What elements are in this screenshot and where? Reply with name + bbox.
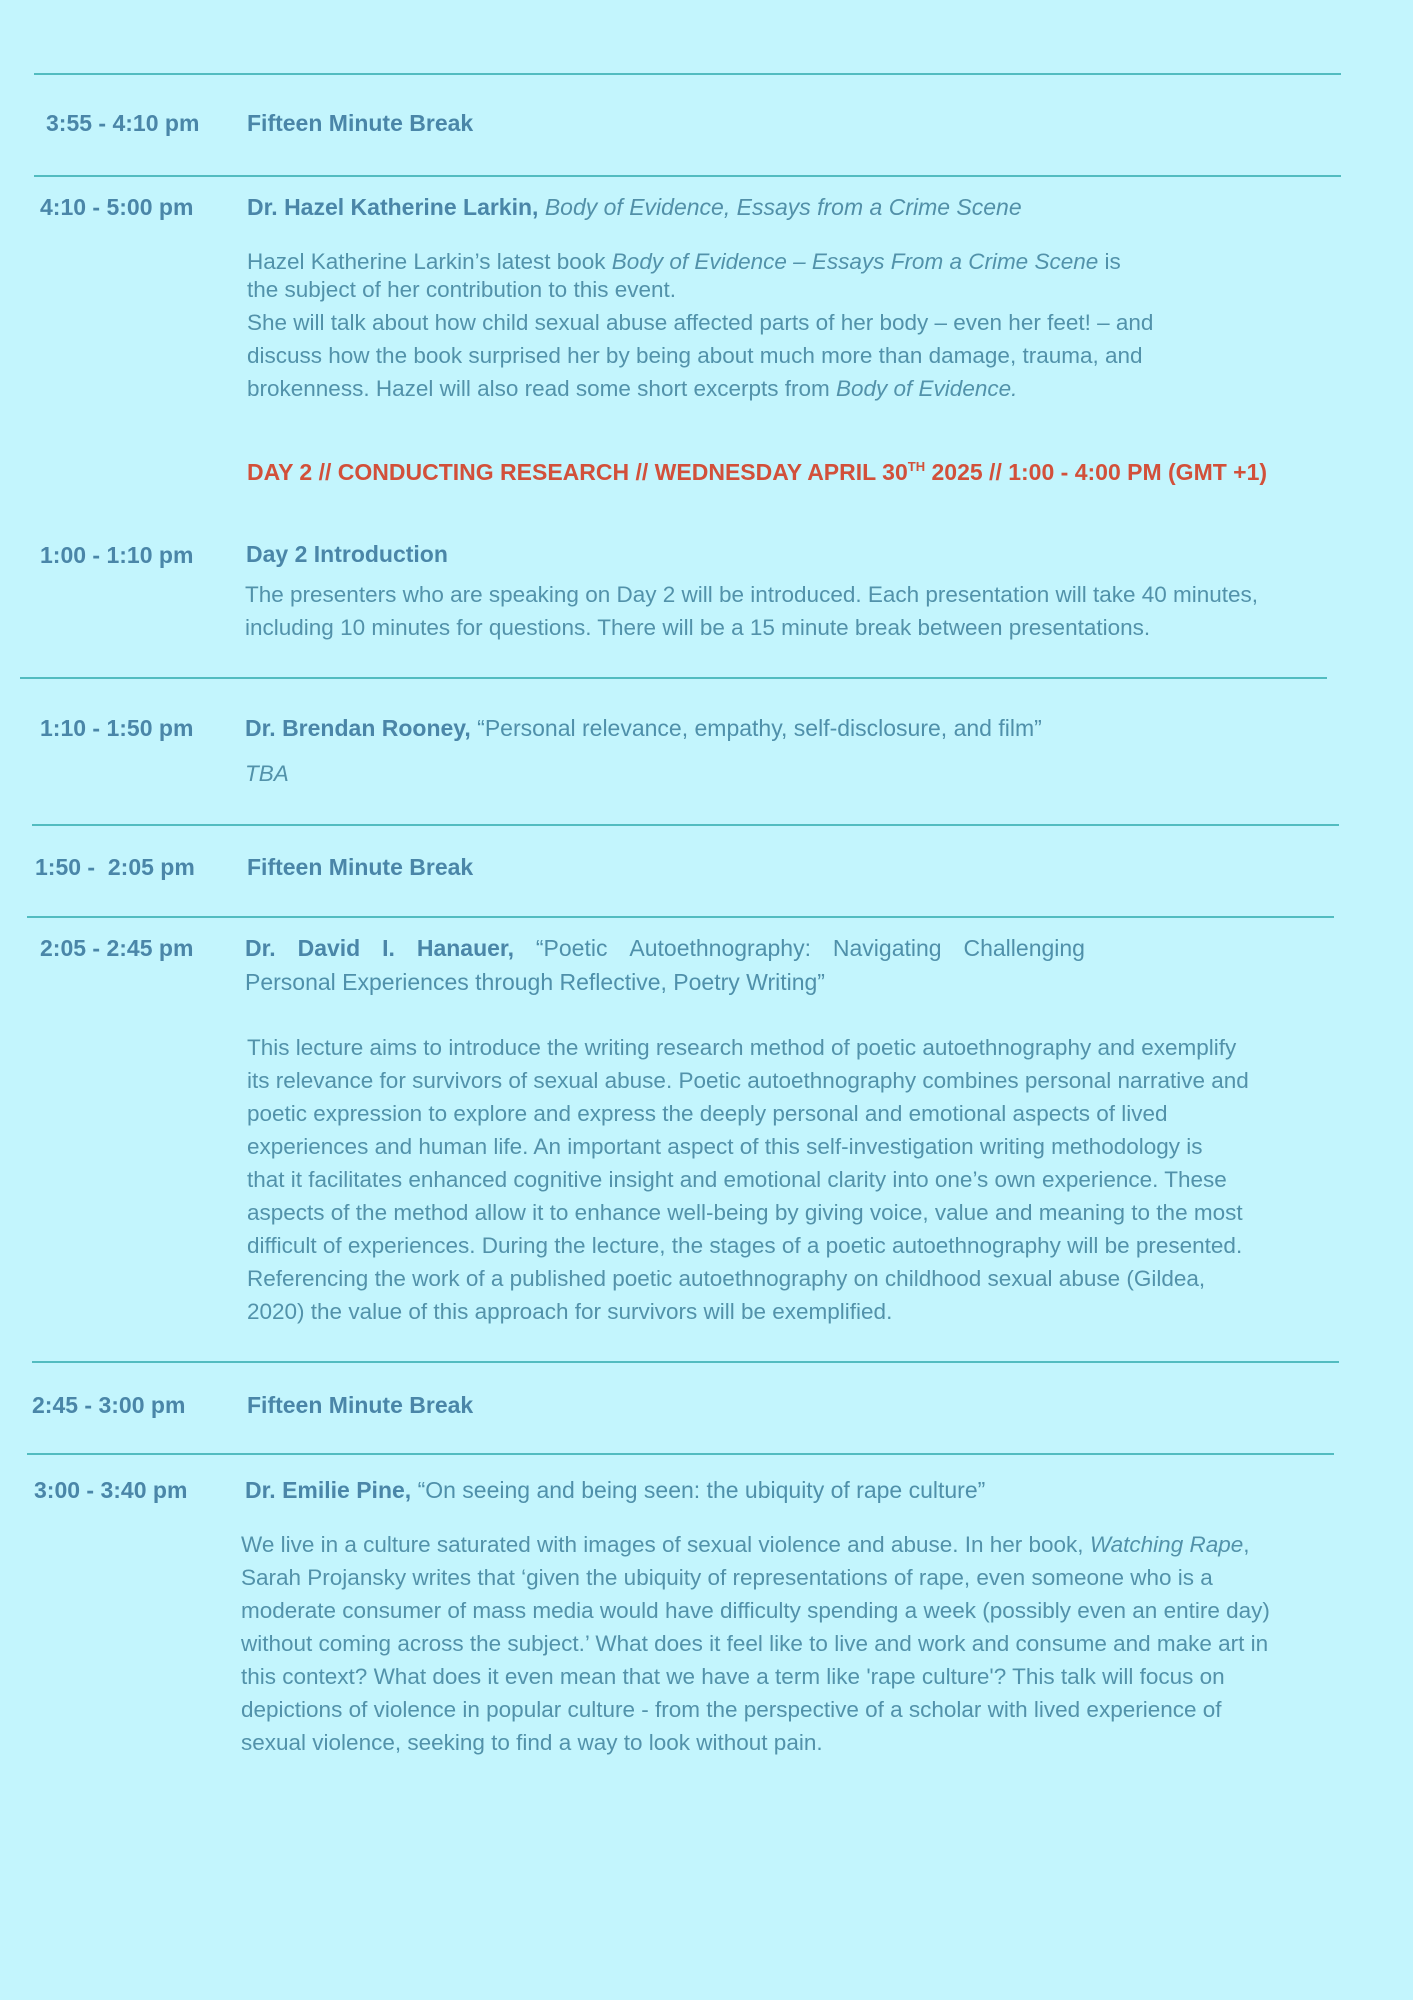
session-time: 1:50 - 2:05 pm [35, 854, 195, 880]
speaker-word: David [297, 935, 361, 961]
divider [27, 1453, 1334, 1455]
session-title [246, 539, 448, 569]
desc-line: its relevance for survivors of sexual abuse. Poetic autoethnography combines personal narrative and [247, 1068, 1249, 1093]
day-banner-text: DAY 2 // CONDUCTING RESEARCH // WEDNESDAY APRIL 30 [247, 459, 908, 485]
divider [20, 677, 1327, 679]
divider [32, 1361, 1339, 1363]
desc-line: depictions of violence in popular culture - from the perspective of a scholar with lived experience of [241, 1697, 1222, 1722]
break-label: Fifteen Minute Break [247, 110, 474, 136]
desc-line: This lecture aims to introduce the writing research method of poetic autoethnography and exemplify [247, 1035, 1237, 1060]
speaker-word: I. [382, 935, 395, 961]
desc-text: is [1098, 249, 1121, 274]
speaker-name: Dr. Hazel Katherine Larkin, [247, 194, 539, 220]
desc-line: poetic expression to explore and express the deeply personal and emotional aspects of lived [247, 1101, 1168, 1126]
talk-title-word: “Poetic [535, 935, 608, 961]
speaker-word: Dr. [245, 935, 276, 961]
session-title [245, 713, 1042, 743]
session-time: 2:45 - 3:00 pm [32, 1392, 186, 1418]
break-label: Fifteen Minute Break [247, 854, 474, 880]
session-title [245, 1475, 985, 1505]
desc-line: difficult of experiences. During the lecture, the stages of a poetic autoethnography will be presented. [247, 1233, 1243, 1258]
session-title [247, 1390, 473, 1420]
book-title: Body of Evidence. [836, 376, 1018, 401]
session-title [247, 108, 473, 138]
work-title: Body of Evidence, Essays from a Crime Scene [544, 194, 1022, 220]
speaker-word: Hanauer, [416, 935, 514, 961]
session-title [245, 933, 1085, 963]
session-description [241, 1528, 1351, 1759]
desc-text: We live in a culture saturated with images of sexual violence and abuse. In her book, [241, 1532, 1090, 1557]
book-title: Body of Evidence – Essays From a Crime Scene [611, 249, 1099, 274]
session-description [245, 578, 1345, 644]
break-label: Fifteen Minute Break [247, 1392, 474, 1418]
session-title-line2 [245, 967, 825, 997]
session-time: 1:10 - 1:50 pm [40, 715, 194, 741]
desc-line: aspects of the method allow it to enhance well-being by giving voice, value and meaning to the most [247, 1200, 1243, 1225]
speaker-name: Dr. Emilie Pine, [245, 1477, 412, 1503]
session-description [247, 245, 1247, 405]
session-title [247, 192, 1022, 222]
session-title [247, 852, 473, 882]
session-time: 3:00 - 3:40 pm [34, 1477, 188, 1503]
desc-line: this context? What does it even mean that we have a term like 'rape culture'? This talk will focus on [241, 1664, 1225, 1689]
desc-line: Sarah Projansky writes that ‘given the ubiquity of representations of rape, even someone who is a [241, 1565, 1213, 1590]
divider [32, 824, 1339, 826]
desc-text: , [1243, 1532, 1250, 1557]
ordinal-suffix: TH [907, 459, 926, 474]
desc-line: discuss how the book surprised her by being about much more than damage, trauma, and [247, 343, 1143, 368]
desc-line: She will talk about how child sexual abuse affected parts of her body – even her feet! – and [247, 310, 1154, 335]
session-description: TBA [245, 761, 289, 786]
desc-line: that it facilitates enhanced cognitive insight and emotional clarity into one’s own experience. These [247, 1167, 1227, 1192]
divider [34, 73, 1341, 75]
desc-line: including 10 minutes for questions. There will be a 15 minute break between presentations. [245, 615, 1151, 640]
session-time: 3:55 - 4:10 pm [46, 110, 200, 136]
divider [34, 175, 1341, 177]
divider [27, 916, 1334, 918]
desc-text: brokenness. Hazel will also read some short excerpts from [247, 376, 836, 401]
talk-title: “Personal relevance, empathy, self-disclosure, and film” [477, 715, 1042, 741]
desc-line: moderate consumer of mass media would have difficulty spending a week (possibly even an entire day) [241, 1598, 1270, 1623]
session-description [247, 1031, 1347, 1328]
talk-title-word: Challenging [963, 935, 1085, 961]
desc-line: the subject of her contribution to this event. [247, 277, 677, 302]
desc-line: without coming across the subject.’ What does it feel like to live and work and consume and make art in [241, 1631, 1269, 1656]
talk-title-word: Autoethnography: [629, 935, 811, 961]
session-time: 4:10 - 5:00 pm [40, 194, 194, 220]
day-banner-text: 2025 // 1:00 - 4:00 PM (GMT +1) [925, 459, 1268, 485]
session-time: 2:05 - 2:45 pm [40, 935, 194, 961]
desc-line: Referencing the work of a published poetic autoethnography on childhood sexual abuse (Gildea, [247, 1266, 1206, 1291]
book-title: Watching Rape [1089, 1532, 1244, 1557]
desc-text: Hazel Katherine Larkin’s latest book [247, 249, 612, 274]
intro-title: Day 2 Introduction [246, 541, 448, 567]
desc-line: 2020) the value of this approach for survivors will be exemplified. [247, 1299, 893, 1324]
talk-title: Personal Experiences through Reflective, Poetry Writing” [245, 969, 825, 995]
talk-title: “On seeing and being seen: the ubiquity of rape culture” [417, 1477, 986, 1503]
talk-title-word: Navigating [832, 935, 942, 961]
day-banner [247, 457, 1267, 487]
speaker-name: Dr. Brendan Rooney, [245, 715, 471, 741]
desc-line: sexual violence, seeking to find a way to look without pain. [241, 1730, 823, 1755]
desc-line: The presenters who are speaking on Day 2 will be introduced. Each presentation will take 40 minutes, [245, 582, 1259, 607]
desc-line: experiences and human life. An important aspect of this self-investigation writing methodology is [247, 1134, 1203, 1159]
session-time: 1:00 - 1:10 pm [40, 542, 194, 568]
